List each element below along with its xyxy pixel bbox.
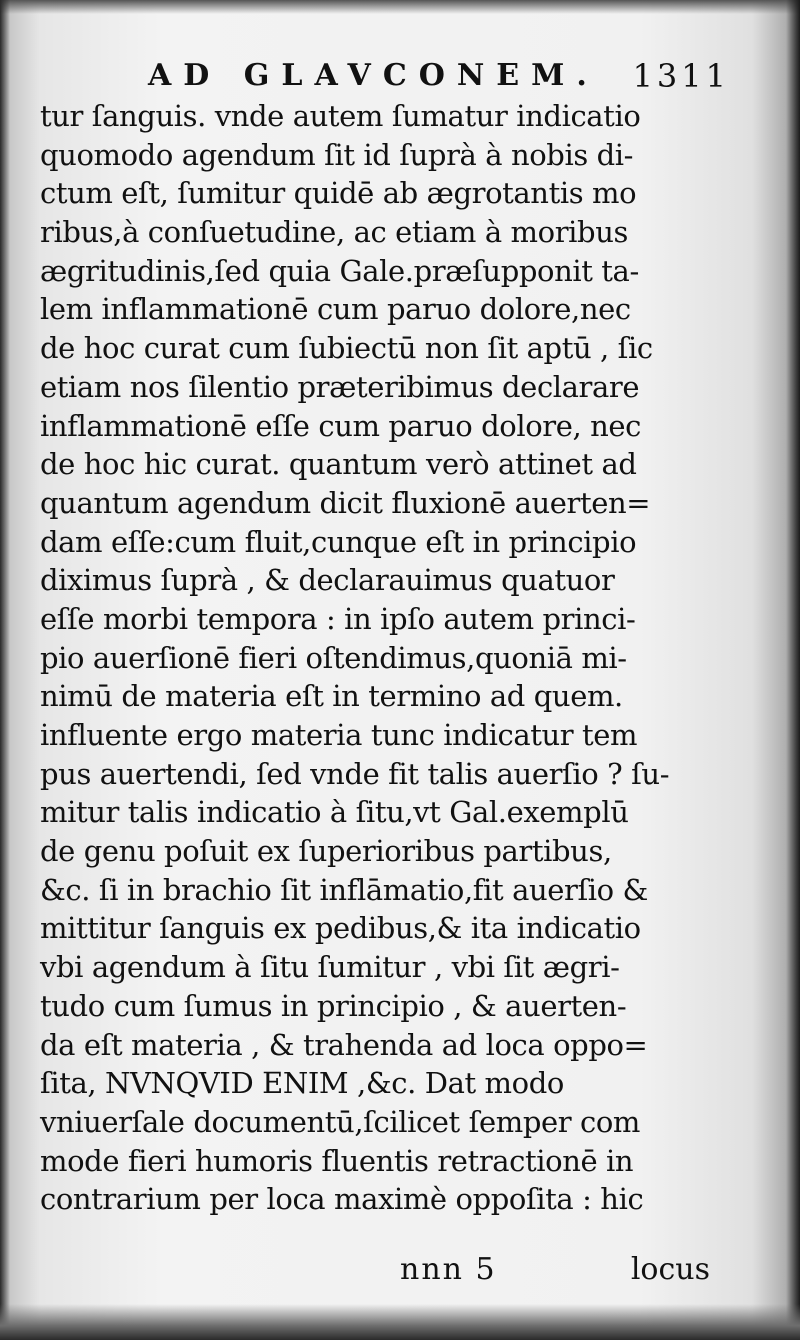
text-line: contrarium per loca maximè oppoſita : hic [40, 1182, 644, 1217]
text-line: de hoc curat cum ſubiectū non ſit aptū , ſic [40, 331, 653, 366]
text-line: ſita, NVNQVID ENIM ,&c. Dat modo [40, 1066, 564, 1101]
text-line: mittitur ſanguis ex pedibus,& ita indicatio [40, 911, 641, 946]
right-edge [786, 0, 800, 1340]
text-line: tudo cum ſumus in principio , & auerten- [40, 988, 627, 1023]
page-footer [400, 1250, 710, 1290]
text-line: de hoc hic curat. quantum verò attinet ad [40, 447, 637, 482]
left-edge [0, 0, 10, 1340]
text-line: mitur talis indicatio à ſitu,vt Gal.exemplū [40, 795, 629, 830]
text-line: eſſe morbi tempora : in ipſo autem princi- [40, 601, 636, 636]
text-line: de genu poſuit ex ſuperioribus partibus, [40, 834, 612, 869]
text-line: da eſt materia , & trahenda ad loca oppo= [40, 1027, 648, 1062]
text-line: diximus ſuprà , & declarauimus quatuor [40, 563, 615, 598]
running-head [120, 56, 730, 96]
text-line: etiam nos ſilentio præteribimus declarare [40, 369, 640, 404]
text-line: vbi agendum à ſitu ſumitur , vbi ſit ægri- [40, 950, 620, 985]
bottom-edge [0, 1304, 800, 1340]
text-line: quomodo agendum ſit id ſuprà à nobis di- [40, 137, 634, 172]
text-line: ægritudinis,ſed quia Gale.præſupponit ta- [40, 253, 639, 288]
text-line: vniuerſale documentū,ſcilicet ſemper com [40, 1104, 641, 1139]
text-line: pio auerſionē fieri oſtendimus,quoniā mi- [40, 640, 627, 675]
text-line: quantum agendum dicit fluxionē auerten= [40, 485, 651, 520]
catchword: locus [630, 1252, 710, 1287]
text-line: ribus,à conſuetudine, ac etiam à moribus [40, 215, 628, 250]
text-line: inflammationē eſſe cum paruo dolore, nec [40, 408, 642, 443]
text-line: nimū de materia eſt in termino ad quem. [40, 679, 623, 714]
text-line: tur ſanguis. vnde autem ſumatur indicatio [40, 99, 641, 133]
text-line: influente ergo materia tunc indicatur tem [40, 718, 638, 752]
text-line: &c. ſi in brachio ſit inflāmatio,fit auerſio & [40, 872, 648, 907]
running-title: AD GLAVCONEM. [148, 58, 599, 93]
text-block [40, 97, 720, 1219]
text-line: mode fieri humoris fluentis retractionē in [40, 1143, 634, 1178]
text-line: dam eſſe:cum fluit,cunque eſt in principio [40, 524, 637, 559]
signature-mark: nnn 5 [400, 1252, 497, 1287]
top-shadow [0, 0, 800, 14]
page-number: 1311 [632, 57, 730, 95]
text-line: lem inflammationē cum paruo dolore,nec [40, 292, 631, 327]
text-line: pus auertendi, ſed vnde fit talis auerſio ? ſu- [40, 756, 670, 791]
text-line: ctum eſt, ſumitur quidē ab ægrotantis mo [40, 176, 637, 211]
